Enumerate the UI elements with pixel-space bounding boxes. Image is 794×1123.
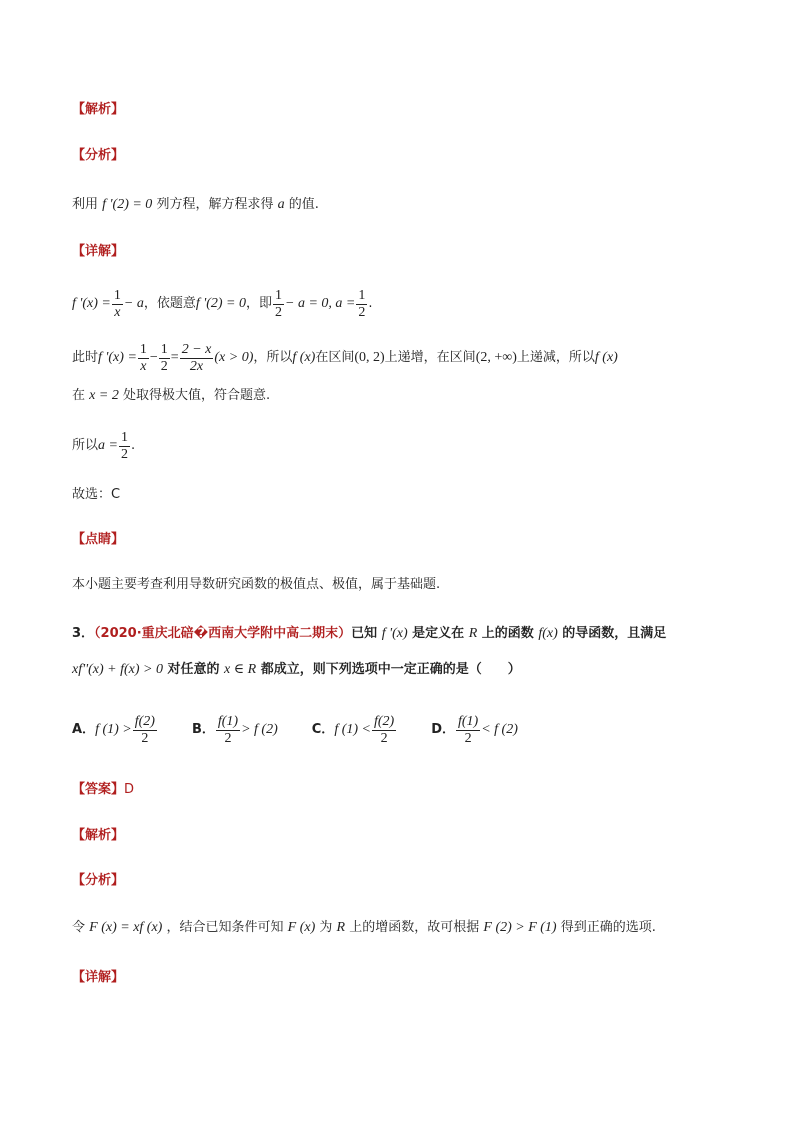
math: =	[170, 350, 179, 365]
text: ，结合已知条件可知	[166, 920, 284, 935]
detail-line-2	[72, 340, 618, 376]
option-label: D．	[431, 722, 455, 737]
math: f (x)	[594, 350, 618, 365]
text: 都成立，则下列选项中一定正确的是（ ）	[260, 662, 521, 677]
math: f (1) >	[95, 722, 132, 737]
fraction	[119, 430, 130, 463]
frac-num: f(2)	[373, 713, 395, 729]
fraction	[456, 714, 480, 747]
math: x = 2	[89, 388, 119, 403]
math: (0, 2)	[354, 350, 385, 365]
math: x ∈ R	[224, 662, 257, 677]
frac-den: x	[140, 358, 147, 374]
text: .	[130, 438, 136, 453]
text: 上的函数	[481, 626, 534, 641]
text: 此时	[72, 350, 99, 365]
text: 对任意的	[167, 662, 220, 677]
frac-num: 1	[275, 287, 283, 303]
fraction	[112, 288, 123, 321]
text: 在区间	[315, 350, 355, 365]
math-var: a	[277, 197, 285, 212]
frac-num: 2 − x	[181, 341, 212, 357]
text: 在	[72, 388, 86, 403]
fraction	[138, 342, 149, 375]
text: ，即	[246, 296, 273, 311]
option-label: A．	[72, 722, 96, 737]
frac-den: x	[114, 304, 121, 320]
math: f (x)	[292, 350, 316, 365]
text: .	[368, 296, 373, 311]
frac-num: 1	[113, 287, 121, 303]
question-3-line-1	[72, 624, 666, 644]
math: F (2) > F (1)	[483, 920, 557, 935]
fraction	[372, 714, 396, 747]
section-tag-jiexi-2: 【解析】	[72, 828, 125, 843]
option-b[interactable]	[192, 714, 278, 747]
math: < f (2)	[481, 722, 518, 737]
math: f(x)	[538, 626, 558, 641]
section-tag-jiexi: 【解析】	[72, 102, 125, 117]
math: > f (2)	[241, 722, 278, 737]
text: 上递减，所以	[516, 350, 595, 365]
section-tag-xiangjie: 【详解】	[72, 244, 125, 259]
section-tag-xiangjie-2: 【详解】	[72, 970, 125, 985]
fraction	[180, 342, 214, 375]
choice-line: 故选：C	[72, 487, 121, 502]
frac-num: 1	[120, 429, 128, 445]
section-tag-dianjing: 【点睛】	[72, 532, 125, 547]
option-a[interactable]	[72, 714, 158, 747]
text: 是定义在	[412, 626, 465, 641]
question-source: （2020·重庆北碚�西南大学附中高二期末）	[94, 626, 352, 641]
math: − a	[123, 296, 144, 311]
text: 的值.	[288, 197, 319, 212]
frac-den: 2	[358, 304, 366, 320]
text: 令	[72, 920, 86, 935]
answer-line	[72, 780, 134, 800]
text: ，所以	[253, 350, 293, 365]
fraction	[159, 342, 170, 375]
section-tag-daan: 【答案】	[72, 782, 125, 797]
math: −	[149, 350, 158, 365]
option-d[interactable]	[431, 714, 518, 747]
question-3-line-2	[72, 660, 521, 680]
math: f '(x) =	[72, 296, 111, 311]
question-3-options	[72, 710, 552, 750]
text: 上的增函数，故可根据	[349, 920, 480, 935]
frac-den: 2	[224, 730, 232, 746]
text: 的导函数，且满足	[562, 626, 667, 641]
frac-num: 1	[139, 341, 147, 357]
option-c[interactable]	[312, 714, 397, 747]
detail-line-4	[72, 428, 135, 464]
analysis-line-2	[72, 918, 656, 938]
option-label: B．	[191, 722, 215, 737]
detail-line-3	[72, 386, 270, 406]
text: 已知	[351, 626, 378, 641]
summary-line: 本小题主要考查利用导数研究函数的极值点、极值，属于基础题.	[72, 577, 441, 592]
frac-den: 2	[120, 446, 128, 462]
math: F (x) = xf (x)	[89, 920, 163, 935]
math: F (x)	[287, 920, 316, 935]
fraction	[216, 714, 240, 747]
math: (x > 0)	[214, 350, 254, 365]
text: 上递增，在区间	[384, 350, 476, 365]
math: f (1) <	[334, 722, 371, 737]
text: 利用	[72, 197, 99, 212]
frac-num: f(1)	[458, 713, 479, 729]
text: 所以	[72, 438, 99, 453]
frac-den: 2	[380, 730, 388, 746]
frac-num: 1	[160, 341, 168, 357]
fraction	[356, 288, 367, 321]
math: (2, +∞)	[475, 350, 517, 365]
question-number: 3．	[72, 626, 95, 641]
math: − a = 0, a =	[285, 296, 356, 311]
math: R	[336, 920, 346, 935]
answer-value: D	[124, 782, 135, 797]
frac-num: 1	[358, 287, 366, 303]
fraction	[273, 288, 284, 321]
section-tag-fenxi: 【分析】	[72, 148, 125, 163]
math: a =	[98, 438, 118, 453]
frac-num: f(2)	[134, 713, 155, 729]
section-tag-fenxi-2: 【分析】	[72, 873, 125, 888]
frac-den: 2	[141, 730, 149, 746]
text: 为	[319, 920, 333, 935]
text: 处取得极大值，符合题意.	[122, 388, 271, 403]
text: 列方程，解方程求得	[156, 197, 274, 212]
math: xf''(x) + f(x) > 0	[72, 662, 163, 677]
fraction	[133, 714, 157, 747]
frac-den: 2x	[189, 358, 204, 374]
frac-den: 2	[275, 304, 283, 320]
math: f '(x) =	[98, 350, 137, 365]
math: f '(x)	[381, 626, 408, 641]
frac-den: 2	[464, 730, 472, 746]
text: 得到正确的选项.	[560, 920, 656, 935]
frac-num: f(1)	[217, 713, 239, 729]
math: f '(2) = 0	[102, 197, 153, 212]
option-label: C．	[311, 722, 335, 737]
frac-den: 2	[160, 358, 168, 374]
analysis-line	[72, 195, 319, 215]
math: f '(2) = 0	[195, 296, 246, 311]
math: R	[468, 626, 478, 641]
text: ，依题意	[143, 296, 196, 311]
detail-line-1	[72, 286, 373, 322]
